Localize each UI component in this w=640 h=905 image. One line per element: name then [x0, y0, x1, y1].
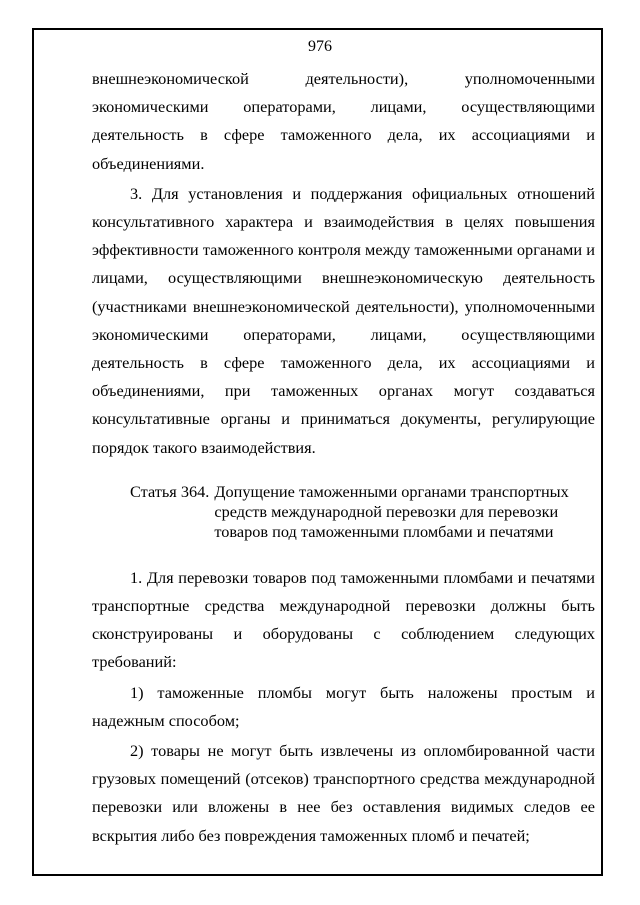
- article-heading: [92, 482, 595, 542]
- paragraph-continuation-line: внешнеэкономической деятельности), уполномоченными: [92, 69, 595, 88]
- list-item-2: 2) товары не могут быть извлечены из опломбированной части грузовых помещений (отсеков) транспортного средства международной перевозки или вложены в нее без оставления видимых следов ее вскрытия либо без повреждения таможенных пломб и печатей;: [92, 741, 595, 845]
- paragraph-clause-1: 1. Для перевозки товаров под таможенными пломбами и печатями транспортные средства международной перевозки должны быть сконструированы и оборудованы с соблюдением следующих требований:: [92, 567, 595, 672]
- article-title: Допущение таможенными органами транспортных средств международной перевозки для перевозки товаров под таможенными пломбами и печатями: [214, 481, 569, 541]
- document-body: [92, 65, 595, 850]
- paragraph-clause-3: 3. Для установления и поддержания официальных отношений консультативного характера и взаимодействия в целях повышения эффективности таможенного контроля между таможенными органами и лицами, осуществляющими внешнеэкономическую деятельность (участниками внешнеэкономической деятельности), уполномоченными экономическими операторами, лицами, осуществляющими деятельность в сфере таможенного дела, их ассоциациями и объединениями, при таможенных органах могут создаваться консультативные органы и приниматься документы, регулирующие порядок такого взаимодействия.: [92, 183, 595, 457]
- article-number: Статья 364.: [130, 481, 210, 501]
- paragraph-continuation: экономическими операторами, лицами, осуществляющими деятельность в сфере таможенного дела, их ассоциациями и объединениями.: [92, 97, 595, 173]
- list-item-1: 1) таможенные пломбы могут быть наложены простым и надежным способом;: [92, 682, 595, 730]
- page-number: 976: [308, 38, 332, 55]
